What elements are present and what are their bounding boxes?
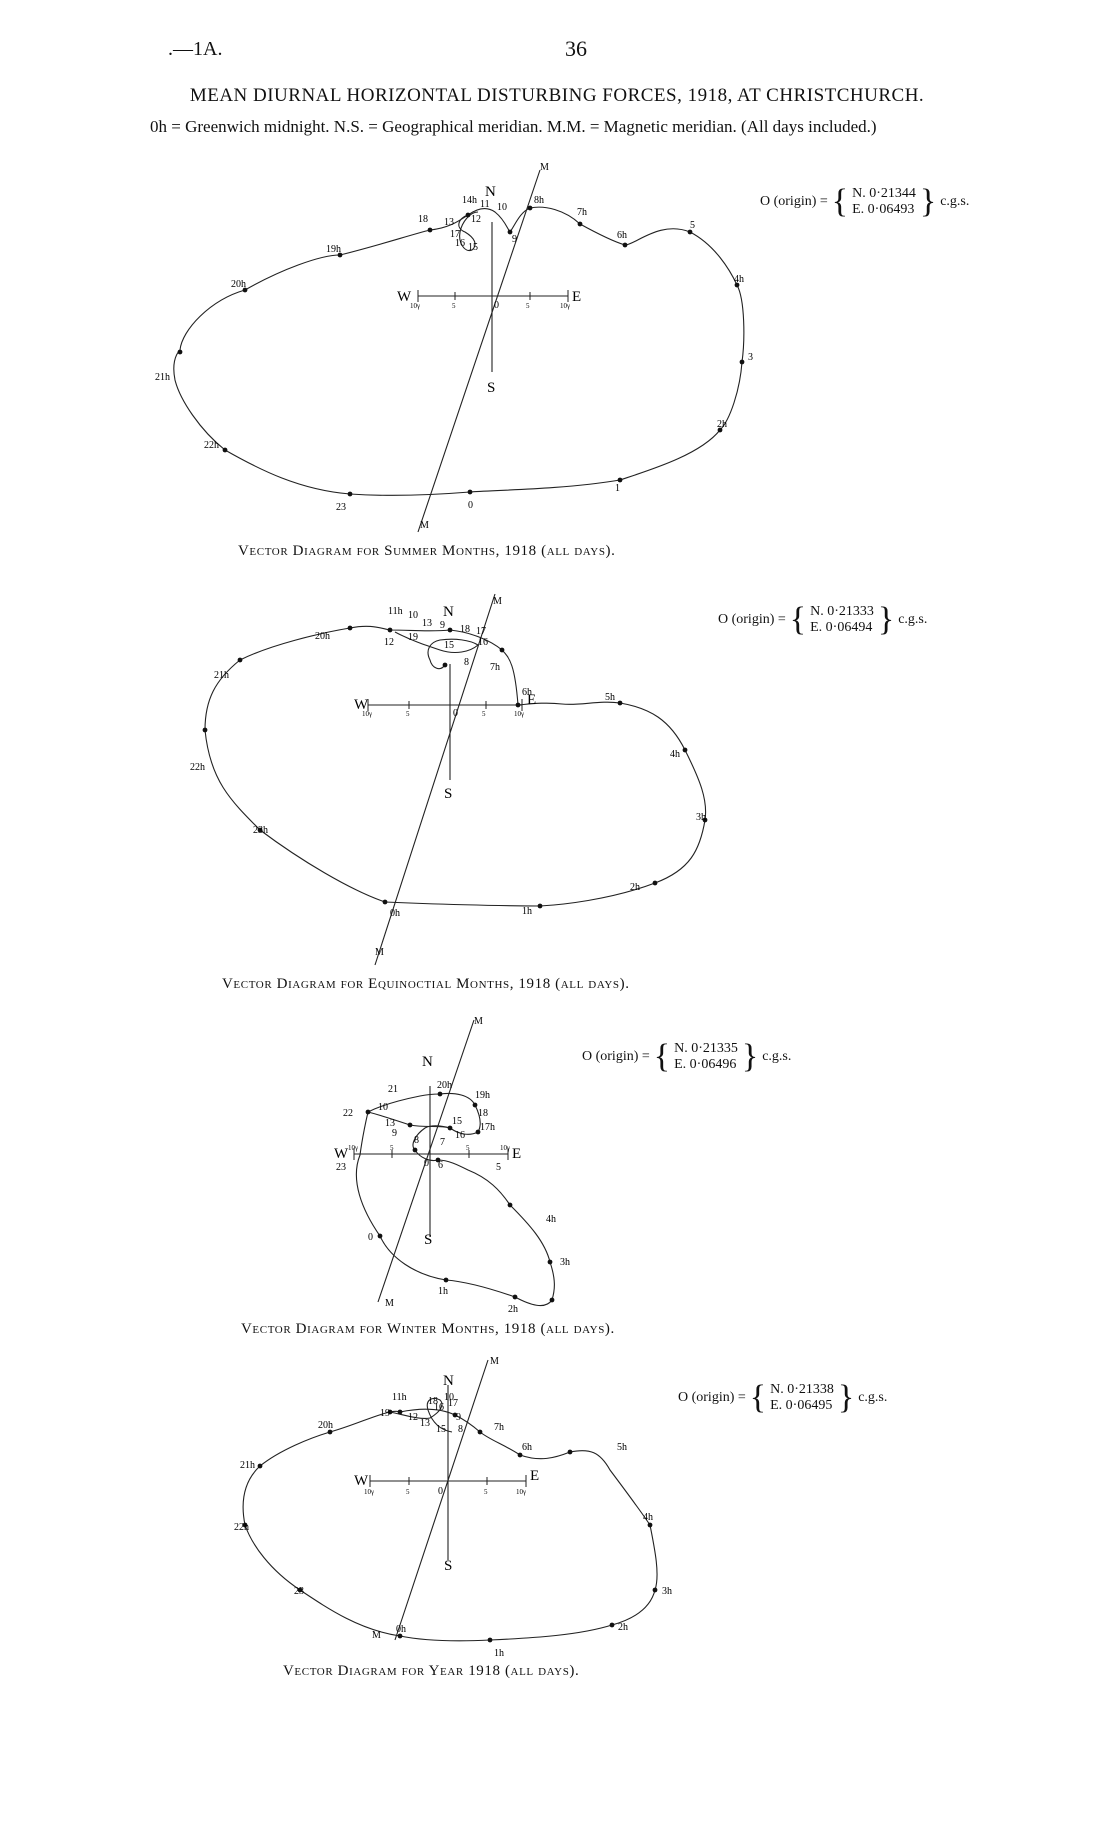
- hour-label: 10: [444, 1392, 454, 1403]
- hour-label: 16: [434, 1402, 444, 1413]
- hour-label: 2h: [717, 419, 727, 430]
- hour-label: 21h: [240, 1460, 255, 1471]
- year-curve: [243, 1409, 657, 1640]
- tick-10: 10γ: [560, 302, 571, 310]
- hour-label: 2h: [618, 1622, 628, 1633]
- hour-label: 23h: [253, 825, 268, 836]
- hour-label: 3h: [662, 1586, 672, 1597]
- hour-label: 21h: [155, 372, 170, 383]
- west-label: W: [354, 1473, 369, 1489]
- hour-label: 15: [452, 1116, 462, 1127]
- hour-label: 15: [436, 1424, 446, 1435]
- hour-label: 1h: [438, 1286, 448, 1297]
- magnetic-label: M: [474, 1016, 483, 1027]
- origin-mark: 0: [424, 1158, 429, 1169]
- page-title: MEAN DIURNAL HORIZONTAL DISTURBING FORCES, 1918, AT CHRISTCHURCH.: [189, 85, 925, 106]
- diagram-winter: [354, 1020, 554, 1306]
- page-number: 36: [565, 36, 587, 61]
- hour-label: 0: [468, 500, 473, 511]
- hour-label: 4h: [670, 749, 680, 760]
- hour-label: 18: [418, 214, 428, 225]
- hour-label: 12: [408, 1412, 418, 1423]
- hour-label: 16: [478, 637, 488, 648]
- hour-label: 17: [450, 229, 460, 240]
- origin-e: E. 0·06495: [770, 1398, 833, 1413]
- hour-label: 8: [458, 1424, 463, 1435]
- summer-labels: [155, 162, 753, 531]
- hour-label: 1: [615, 483, 620, 494]
- hour-label: 0h: [396, 1624, 406, 1635]
- north-label: N: [443, 1373, 454, 1389]
- hour-label: 20h: [318, 1420, 333, 1431]
- tick-5: 5: [526, 302, 530, 310]
- hour-label: 11: [480, 199, 490, 210]
- tick-5: 5: [482, 710, 486, 718]
- hour-label: 13: [385, 1118, 395, 1129]
- hour-label: 3h: [696, 812, 706, 823]
- unit-label: c.g.s.: [898, 612, 928, 627]
- hour-label: 22h: [234, 1522, 249, 1533]
- hour-label: 4h: [734, 274, 744, 285]
- south-label: S: [444, 786, 453, 802]
- origin-e: E. 0·06494: [810, 620, 873, 635]
- unit-label: c.g.s.: [940, 194, 970, 209]
- south-label: S: [487, 380, 496, 396]
- hour-label: 6h: [522, 1442, 532, 1453]
- magnetic-label: M: [372, 1630, 381, 1641]
- hour-label: 18: [428, 1396, 438, 1407]
- tick-5: 5: [406, 1488, 410, 1496]
- origin-n: N. 0·21338: [770, 1382, 834, 1397]
- hour-label: 10: [408, 610, 418, 621]
- west-label: W: [354, 697, 369, 713]
- origin-n: N. 0·21335: [674, 1041, 738, 1056]
- diagram-equinoctial: [205, 594, 706, 965]
- winter-labels: [334, 1016, 570, 1315]
- hour-label: 10: [497, 202, 507, 213]
- page-reference: .—1A.: [168, 38, 223, 60]
- origin-mark: 0: [438, 1486, 443, 1497]
- hour-label: 1h: [494, 1648, 504, 1659]
- origin-label: O (origin) =: [582, 1049, 650, 1064]
- caption-year: Vector Diagram for Year 1918 (all days).: [283, 1663, 580, 1679]
- hour-label: 8: [414, 1135, 419, 1146]
- hour-label: 23: [294, 1586, 304, 1597]
- hour-label: 22h: [204, 440, 219, 451]
- hour-label: 19: [380, 1408, 390, 1419]
- origin-winter: O (origin) = { N. 0·21335 E. 0·06496 } c.g.s.: [582, 1038, 792, 1075]
- hour-label: 22h: [190, 762, 205, 773]
- hour-label: 18: [460, 624, 470, 635]
- hour-label: 5: [690, 220, 695, 231]
- east-label: E: [527, 692, 537, 708]
- tick-5: 5: [466, 1144, 470, 1152]
- hour-label: 9: [440, 620, 445, 631]
- hour-label: 13: [444, 217, 454, 228]
- hour-label: 15: [468, 242, 478, 253]
- hour-label: 23: [336, 502, 346, 513]
- origin-e: E. 0·06493: [852, 202, 915, 217]
- north-label: N: [422, 1054, 433, 1070]
- summer-curve: [174, 207, 744, 495]
- hour-label: 10: [378, 1102, 388, 1113]
- hour-label: 16: [455, 1130, 465, 1141]
- tick-10: 10γ: [516, 1488, 527, 1496]
- hour-label: 0: [368, 1232, 373, 1243]
- tick-10: 10γ: [410, 302, 421, 310]
- magnetic-label: M: [540, 162, 549, 173]
- equinoctial-curve: [205, 626, 706, 906]
- hour-label: 15: [444, 640, 454, 651]
- hour-label: 23: [336, 1162, 346, 1173]
- tick-5: 5: [452, 302, 456, 310]
- hour-label: 17: [448, 1398, 458, 1409]
- hour-label: 14h: [462, 195, 477, 206]
- diagram-summer: [174, 170, 744, 532]
- hour-label: 19h: [326, 244, 341, 255]
- east-label: E: [512, 1146, 522, 1162]
- hour-label: 18: [478, 1108, 488, 1119]
- hour-label: 2h: [508, 1304, 518, 1315]
- hour-label: 6: [438, 1160, 443, 1171]
- hour-label: 9: [512, 234, 517, 245]
- origin-summer: O (origin) = { N. 0·21344 E. 0·06493 } c.g.s.: [760, 183, 970, 220]
- tick-10: 10γ: [500, 1144, 511, 1152]
- tick-10: 10γ: [514, 710, 525, 718]
- hour-label: 8: [464, 657, 469, 668]
- hour-label: 7: [440, 1137, 445, 1148]
- hour-label: 16: [455, 238, 465, 249]
- equinoctial-labels: [190, 596, 706, 958]
- origin-label: O (origin) =: [760, 194, 828, 209]
- hour-label: 13: [422, 618, 432, 629]
- origin-e: E. 0·06496: [674, 1057, 737, 1072]
- hour-label: 9: [456, 1412, 461, 1423]
- hour-label: 7h: [577, 207, 587, 218]
- hour-label: 3: [748, 352, 753, 363]
- origin-equinoctial: O (origin) = { N. 0·21333 E. 0·06494 } c.g.s.: [718, 601, 928, 638]
- south-label: S: [444, 1558, 453, 1574]
- origin-mark: 0: [494, 300, 499, 311]
- hour-label: 7h: [494, 1422, 504, 1433]
- north-label: N: [485, 184, 496, 200]
- hour-label: 12: [471, 214, 481, 225]
- hour-label: 20h: [315, 631, 330, 642]
- hour-label: 13: [420, 1418, 430, 1429]
- west-label: W: [397, 289, 412, 305]
- tick-10: 10γ: [364, 1488, 375, 1496]
- hour-label: 4h: [546, 1214, 556, 1225]
- south-label: S: [424, 1232, 433, 1248]
- hour-label: 21: [388, 1084, 398, 1095]
- hour-label: 5h: [617, 1442, 627, 1453]
- east-label: E: [572, 289, 582, 305]
- hour-label: 11h: [392, 1392, 407, 1403]
- hour-label: 9: [392, 1128, 397, 1139]
- unit-label: c.g.s.: [858, 1390, 888, 1405]
- magnetic-label: M: [490, 1356, 499, 1367]
- magnetic-label: M: [493, 596, 502, 607]
- magnetic-label: M: [385, 1298, 394, 1309]
- hour-label: 22: [343, 1108, 353, 1119]
- west-label: W: [334, 1146, 349, 1162]
- origin-mark: 0: [453, 708, 458, 719]
- hour-label: 21h: [214, 670, 229, 681]
- caption-winter: Vector Diagram for Winter Months, 1918 (all days).: [241, 1321, 615, 1337]
- hour-label: 5: [496, 1162, 501, 1173]
- origin-label: O (origin) =: [678, 1390, 746, 1405]
- north-label: N: [443, 604, 454, 620]
- tick-10: 10γ: [362, 710, 373, 718]
- year-labels: [234, 1356, 672, 1659]
- hour-label: 1h: [522, 906, 532, 917]
- origin-n: N. 0·21344: [852, 186, 916, 201]
- caption-summer: Vector Diagram for Summer Months, 1918 (all days).: [238, 543, 616, 559]
- origin-n: N. 0·21333: [810, 604, 874, 619]
- hour-label: 3h: [560, 1257, 570, 1268]
- page-subtitle: 0h = Greenwich midnight. N.S. = Geographical meridian. M.M. = Magnetic meridian. (All days included.): [150, 117, 877, 136]
- hour-label: 20h: [437, 1080, 452, 1091]
- hour-label: 4h: [643, 1512, 653, 1523]
- tick-5: 5: [406, 710, 410, 718]
- hour-label: 2h: [630, 882, 640, 893]
- unit-label: c.g.s.: [762, 1049, 792, 1064]
- hour-label: 8h: [534, 195, 544, 206]
- magnetic-label: M: [420, 520, 429, 531]
- hour-label: 6h: [522, 687, 532, 698]
- tick-10: 10γ: [348, 1144, 359, 1152]
- hour-label: 11h: [388, 606, 403, 617]
- caption-equinoctial: Vector Diagram for Equinoctial Months, 1918 (all days).: [222, 976, 630, 992]
- hour-label: 6h: [617, 230, 627, 241]
- hour-label: 7h: [490, 662, 500, 673]
- hour-label: 19h: [475, 1090, 490, 1101]
- hour-label: 19: [408, 632, 418, 643]
- hour-label: 12: [384, 637, 394, 648]
- east-label: E: [530, 1468, 540, 1484]
- hour-label: 5h: [605, 692, 615, 703]
- hour-label: 17: [476, 626, 486, 637]
- hour-label: 0h: [390, 908, 400, 919]
- tick-5: 5: [484, 1488, 488, 1496]
- origin-year: O (origin) = { N. 0·21338 E. 0·06495 } c.g.s.: [678, 1379, 888, 1416]
- origin-label: O (origin) =: [718, 612, 786, 627]
- tick-5: 5: [390, 1144, 394, 1152]
- hour-label: 17h: [480, 1122, 495, 1133]
- magnetic-label: M: [375, 947, 384, 958]
- hour-label: 20h: [231, 279, 246, 290]
